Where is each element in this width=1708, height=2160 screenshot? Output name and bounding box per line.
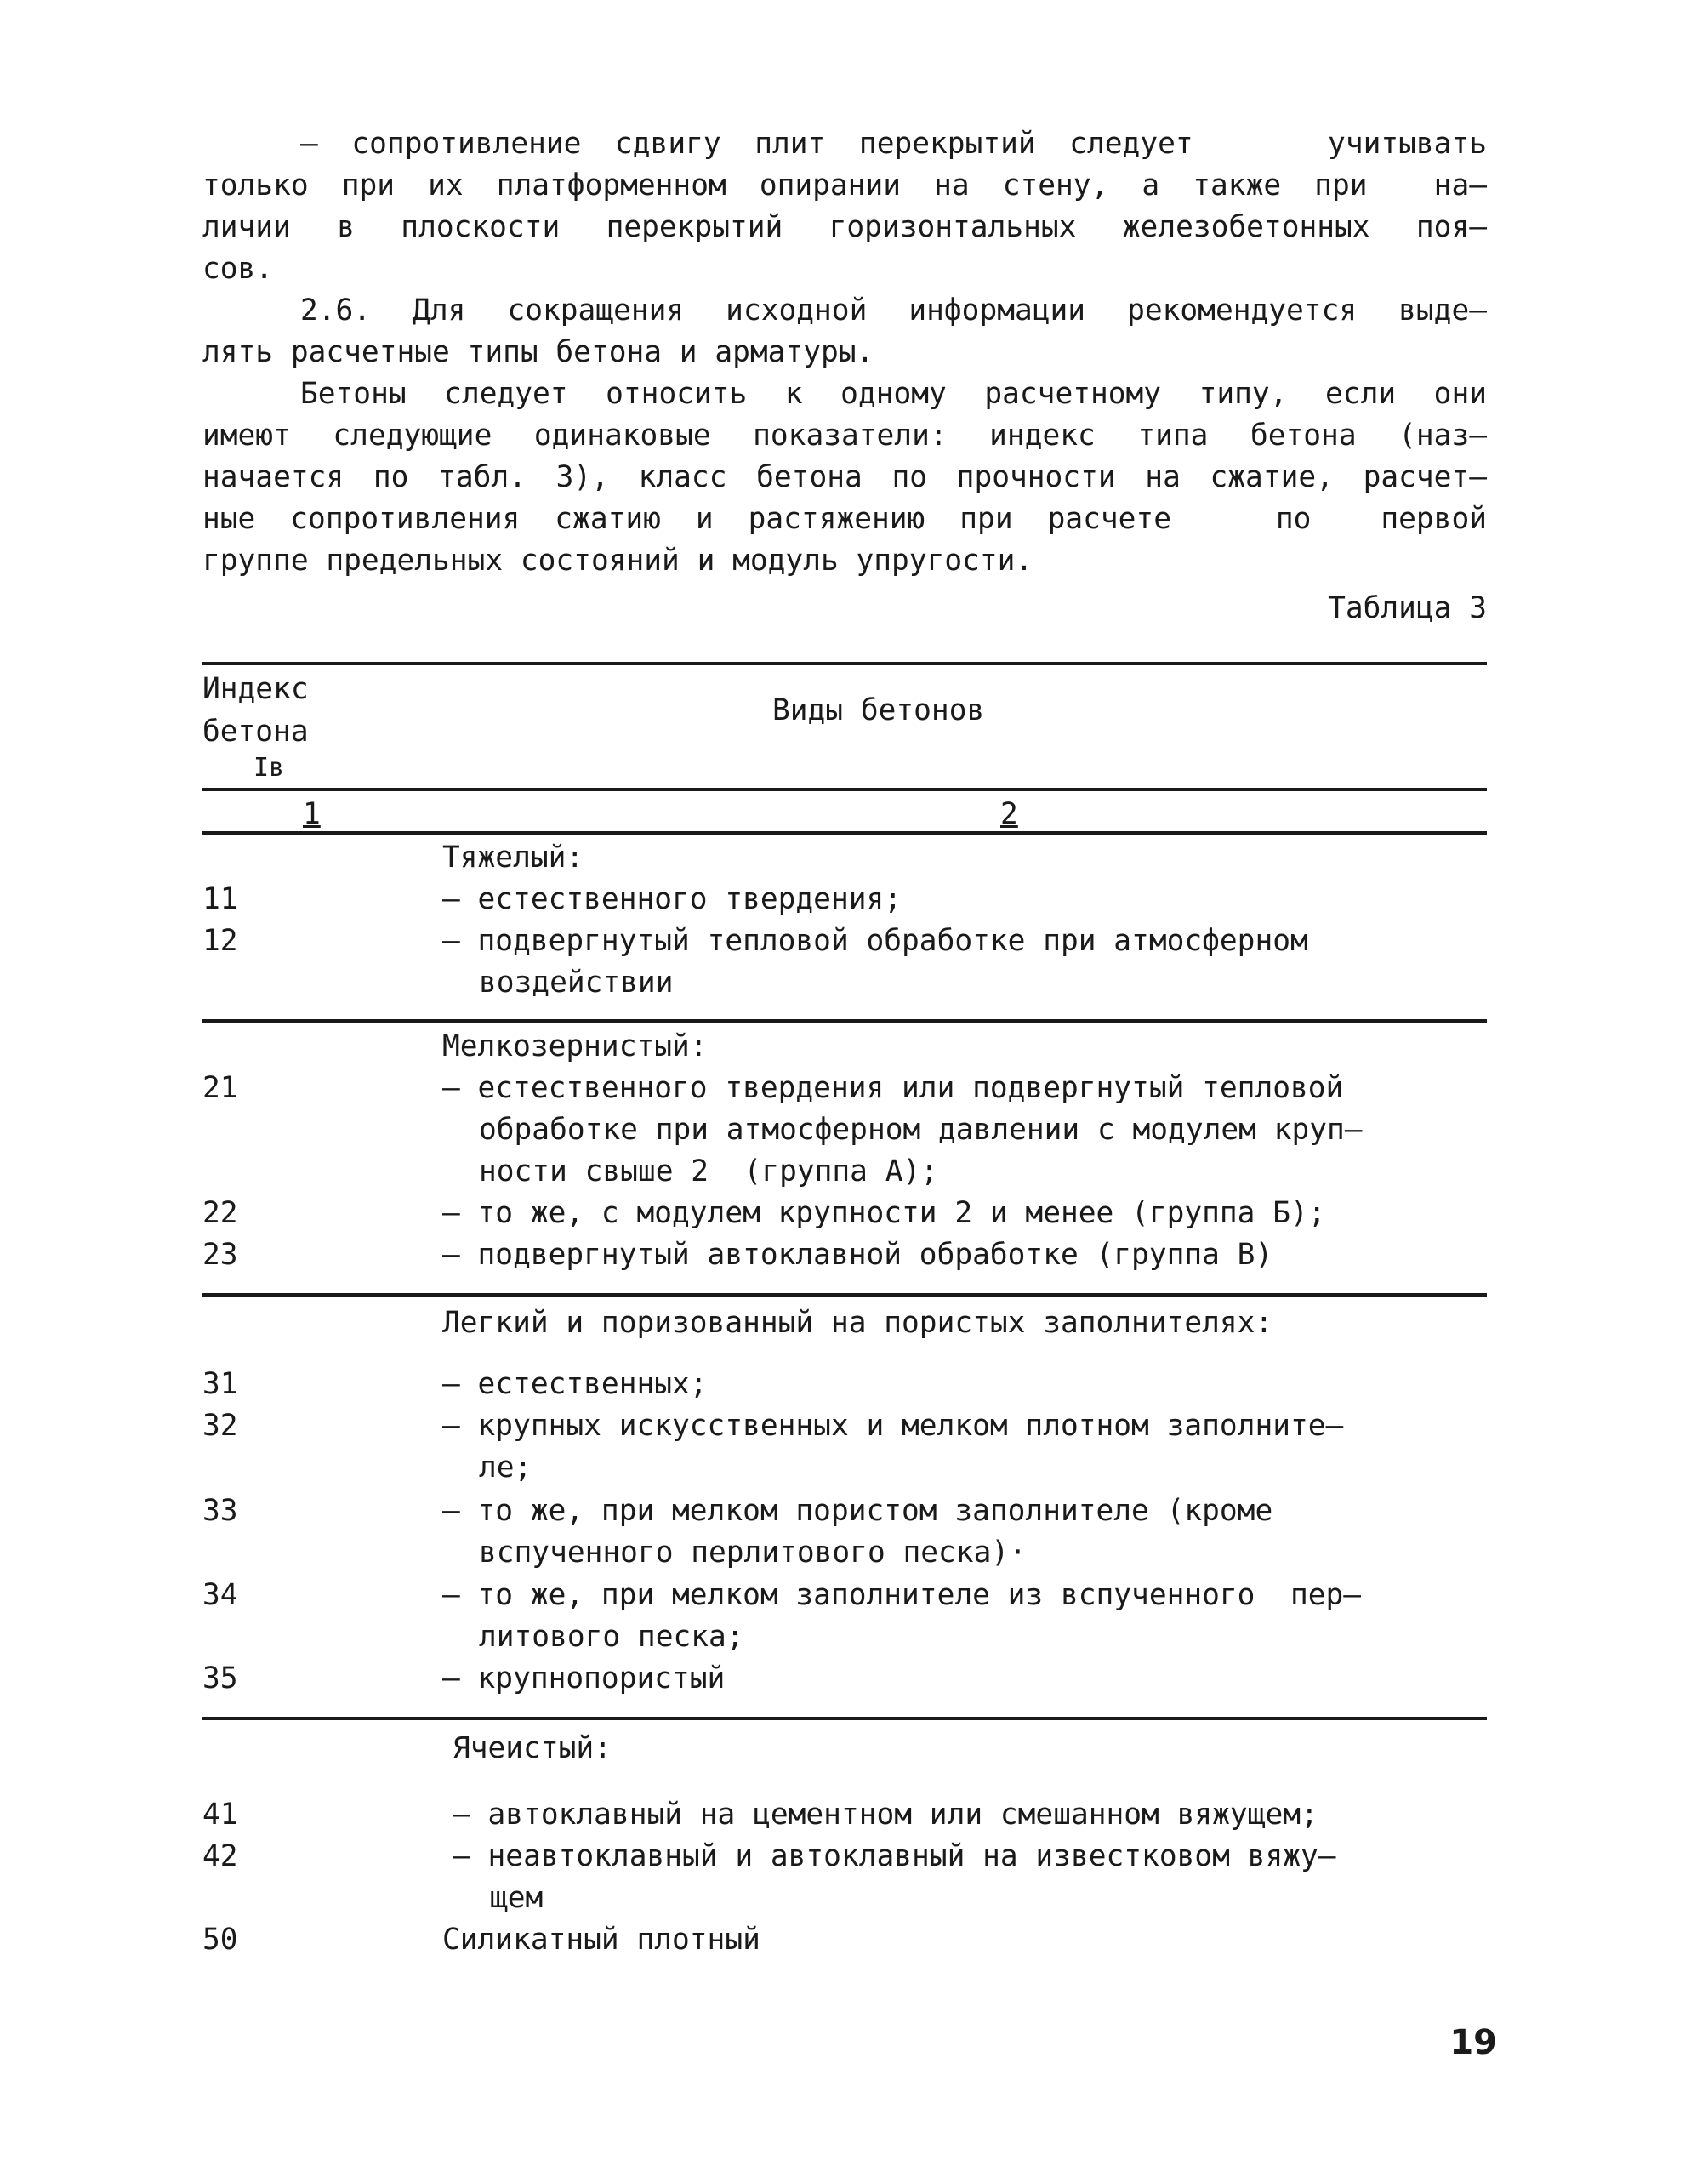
row-text: – то же, с модулем крупности 2 и менее (группа Б);	[442, 1196, 1326, 1230]
row-text: – естественных;	[442, 1367, 708, 1401]
header-col1-line: Индекс	[202, 672, 309, 706]
row-index: 21	[202, 1071, 238, 1105]
group-title: Тяжелый:	[442, 841, 584, 875]
row-text: литового песка;	[479, 1620, 744, 1654]
paragraph-line: личии в плоскости перекрытий горизонтальных железобетонных поя–	[202, 210, 1487, 244]
group-rule	[202, 1019, 1487, 1023]
page-number: 19	[1449, 2023, 1497, 2062]
row-index: 23	[202, 1238, 238, 1272]
group-title: Легкий и поризованный на пористых заполнителях:	[442, 1306, 1273, 1340]
paragraph-line: – сопротивление сдвигу плит перекрытий следует учитывать	[300, 127, 1487, 161]
row-text: – неавтоклавный и автоклавный на известковом вяжу–	[453, 1839, 1336, 1873]
header-col1-line: бетона	[202, 715, 309, 749]
paragraph-line: Бетоны следует относить к одному расчетному типу, если они	[300, 377, 1487, 411]
row-index: 32	[202, 1409, 238, 1443]
row-text: обработке при атмосферном давлении с модулем круп–	[479, 1113, 1363, 1147]
row-index: 34	[202, 1578, 238, 1612]
table-caption: Таблица 3	[1328, 591, 1487, 625]
group-title: Ячеистый:	[453, 1731, 612, 1765]
row-index: 35	[202, 1661, 238, 1696]
paragraph-line: имеют следующие одинаковые показатели: индекс типа бетона (наз–	[202, 419, 1487, 453]
row-index: 33	[202, 1494, 238, 1528]
paragraph-line: группе предельных состояний и модуль упругости.	[202, 544, 1033, 578]
header-col1-symbol: Iв	[253, 753, 285, 783]
row-text: Силикатный плотный	[442, 1923, 760, 1957]
group-rule	[202, 1717, 1487, 1720]
header-rule	[202, 788, 1487, 791]
row-index: 41	[202, 1798, 238, 1832]
row-index: 11	[202, 882, 238, 916]
row-text: – то же, при мелком заполнителе из вспученного пер–	[442, 1578, 1362, 1612]
row-text: – автоклавный на цементном или смешанном вяжущем;	[453, 1798, 1318, 1832]
column-number-2: 2	[1000, 797, 1018, 831]
row-text: щем	[490, 1881, 544, 1915]
row-text: – крупнопористый	[442, 1661, 726, 1696]
paragraph-line: начается по табл. 3), класс бетона по прочности на сжатие, расчет–	[202, 460, 1487, 494]
column-number-1: 1	[303, 797, 321, 831]
group-rule	[202, 1293, 1487, 1297]
row-text: – естественного твердения;	[442, 882, 902, 916]
row-text: – крупных искусственных и мелком плотном заполните–	[442, 1409, 1344, 1443]
paragraph-line: 2.6. Для сокращения исходной информации рекомендуется выде–	[300, 294, 1487, 328]
row-text: ле;	[479, 1450, 532, 1485]
paragraph-line: лять расчетные типы бетона и арматуры.	[202, 335, 874, 369]
row-text: ности свыше 2 (группа А);	[479, 1154, 939, 1188]
header-col2: Виды бетонов	[772, 693, 985, 727]
row-text: воздействии	[479, 966, 674, 1000]
table-top-rule	[202, 662, 1487, 665]
row-index: 31	[202, 1367, 238, 1401]
row-index: 22	[202, 1196, 238, 1230]
paragraph-line: ные сопротивления сжатию и растяжению при расчете по первой	[202, 502, 1487, 536]
paragraph-line: только при их платформенном опирании на стену, а также при на–	[202, 168, 1487, 202]
row-text: – естественного твердения или подвергнутый тепловой	[442, 1071, 1344, 1105]
row-text: – подвергнутый автоклавной обработке (группа В)	[442, 1238, 1273, 1272]
group-title: Мелкозернистый:	[442, 1029, 708, 1063]
row-index: 50	[202, 1923, 238, 1957]
row-index: 42	[202, 1839, 238, 1873]
row-text: вспученного перлитового песка)·	[479, 1536, 1027, 1570]
row-index: 12	[202, 924, 238, 958]
row-text: – то же, при мелком пористом заполнителе (кроме	[442, 1494, 1273, 1528]
header-bottom-rule	[202, 831, 1487, 835]
row-text: – подвергнутый тепловой обработке при атмосферном	[442, 924, 1308, 958]
paragraph-line: сов.	[202, 252, 274, 286]
